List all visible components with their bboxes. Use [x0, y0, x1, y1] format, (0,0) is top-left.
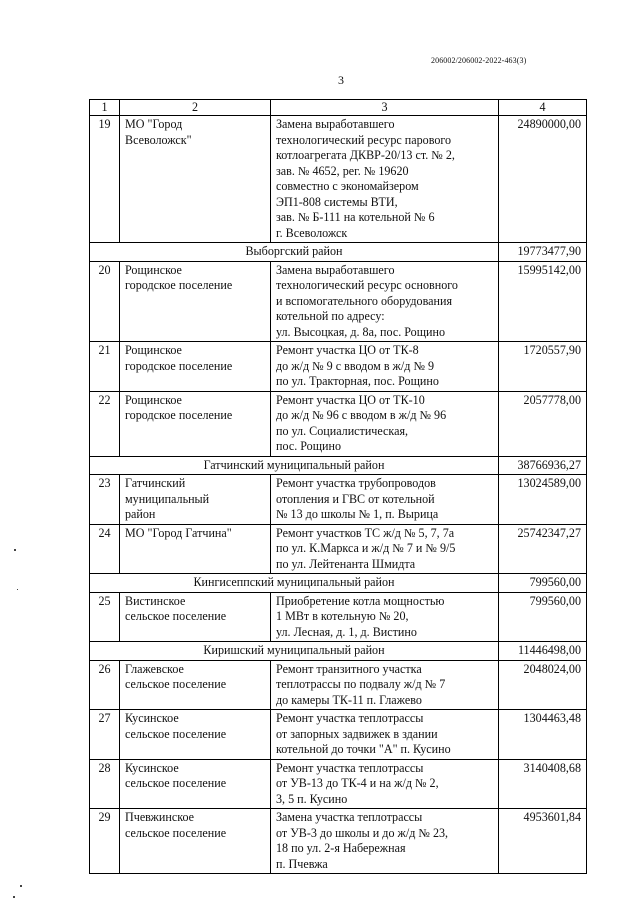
- region-subtotal-row: [90, 574, 587, 593]
- description-cell: Замена участка теплотрассы от УВ-3 до школы и до ж/д № 23, 18 по ул. 2-я Набережная п. Пчевжа: [271, 809, 499, 874]
- table-row: [90, 116, 587, 243]
- table-row: [90, 261, 587, 342]
- region-amount: 11446498,00: [499, 642, 587, 661]
- amount-cell: 2048024,00: [499, 660, 587, 710]
- description-cell: Замена выработавшего технологический ресурс парового котлоагрегата ДКВР-20/13 ст. № 2, зав. № 4652, рег. № 19620 совместно с экономайзером ЭП1-808 системы ВТИ, зав. № Б-111 на котельной № 6 г. Всеволожск: [271, 116, 499, 243]
- header-cell-1: 1: [90, 100, 120, 116]
- municipality-cell: Пчевжинское сельское поселение: [120, 809, 271, 874]
- table-row: [90, 475, 587, 525]
- row-number: 23: [90, 475, 120, 525]
- header-cell-2: 2: [120, 100, 271, 116]
- municipality-cell: Кусинское сельское поселение: [120, 710, 271, 760]
- description-cell: Приобретение котла мощностью 1 МВт в котельную № 20, ул. Лесная, д. 1, д. Вистино: [271, 592, 499, 642]
- municipality-cell: Гатчинский муниципальный район: [120, 475, 271, 525]
- municipality-cell: МО "Город Гатчина": [120, 524, 271, 574]
- municipality-cell: Рощинское городское поселение: [120, 342, 271, 392]
- table-row: [90, 809, 587, 874]
- amount-cell: 799560,00: [499, 592, 587, 642]
- row-number: 19: [90, 116, 120, 243]
- amount-cell: 25742347,27: [499, 524, 587, 574]
- region-subtotal-row: [90, 456, 587, 475]
- table-row: [90, 759, 587, 809]
- amount-cell: 15995142,00: [499, 261, 587, 342]
- region-amount: 38766936,27: [499, 456, 587, 475]
- description-cell: Замена выработавшего технологический ресурс основного и вспомогательного оборудования котельной по адресу: ул. Высоцкая, д. 8а, пос. Рощино: [271, 261, 499, 342]
- page-number: 3: [338, 73, 344, 87]
- scan-mark: [14, 549, 16, 551]
- table-row: [90, 391, 587, 456]
- row-number: 27: [90, 710, 120, 760]
- region-name: Кингисеппский муниципальный район: [90, 574, 499, 593]
- amount-cell: 24890000,00: [499, 116, 587, 243]
- row-number: 20: [90, 261, 120, 342]
- description-cell: Ремонт участка трубопроводов отопления и ГВС от котельной № 13 до школы № 1, п. Вырица: [271, 475, 499, 525]
- scan-mark: [17, 589, 18, 590]
- table-row: [90, 524, 587, 574]
- amount-cell: 13024589,00: [499, 475, 587, 525]
- municipality-cell: Рощинское городское поселение: [120, 391, 271, 456]
- amount-cell: 1304463,48: [499, 710, 587, 760]
- region-amount: 799560,00: [499, 574, 587, 593]
- municipality-cell: МО "Город Всеволожск": [120, 116, 271, 243]
- row-number: 28: [90, 759, 120, 809]
- table-row: [90, 342, 587, 392]
- scan-mark: [13, 896, 15, 898]
- row-number: 29: [90, 809, 120, 874]
- amount-cell: 4953601,84: [499, 809, 587, 874]
- table-row: [90, 592, 587, 642]
- header-cell-3: 3: [271, 100, 499, 116]
- document-id: 206002/206002-2022-463(3): [431, 56, 527, 65]
- region-subtotal-row: [90, 243, 587, 262]
- municipality-cell: Рощинское городское поселение: [120, 261, 271, 342]
- row-number: 25: [90, 592, 120, 642]
- scan-mark: [20, 885, 22, 887]
- municipality-cell: Вистинское сельское поселение: [120, 592, 271, 642]
- region-name: Выборгский район: [90, 243, 499, 262]
- table-header-row: [90, 100, 587, 116]
- description-cell: Ремонт транзитного участка теплотрассы по подвалу ж/д № 7 до камеры ТК-11 п. Глажево: [271, 660, 499, 710]
- row-number: 26: [90, 660, 120, 710]
- amount-cell: 1720557,90: [499, 342, 587, 392]
- region-name: Киришский муниципальный район: [90, 642, 499, 661]
- funding-table: [89, 99, 587, 874]
- table-row: [90, 710, 587, 760]
- region-amount: 19773477,90: [499, 243, 587, 262]
- municipality-cell: Глажевское сельское поселение: [120, 660, 271, 710]
- municipality-cell: Кусинское сельское поселение: [120, 759, 271, 809]
- amount-cell: 2057778,00: [499, 391, 587, 456]
- table-row: [90, 660, 587, 710]
- region-name: Гатчинский муниципальный район: [90, 456, 499, 475]
- row-number: 22: [90, 391, 120, 456]
- description-cell: Ремонт участка ЦО от ТК-8 до ж/д № 9 с вводом в ж/д № 9 по ул. Тракторная, пос. Рощино: [271, 342, 499, 392]
- region-subtotal-row: [90, 642, 587, 661]
- row-number: 24: [90, 524, 120, 574]
- header-cell-4: 4: [499, 100, 587, 116]
- description-cell: Ремонт участка ЦО от ТК-10 до ж/д № 96 с вводом в ж/д № 96 по ул. Социалистическая, пос. Рощино: [271, 391, 499, 456]
- amount-cell: 3140408,68: [499, 759, 587, 809]
- description-cell: Ремонт участка теплотрассы от УВ-13 до ТК-4 и на ж/д № 2, 3, 5 п. Кусино: [271, 759, 499, 809]
- description-cell: Ремонт участков ТС ж/д № 5, 7, 7а по ул. К.Маркса и ж/д № 7 и № 9/5 по ул. Лейтенанта Шмидта: [271, 524, 499, 574]
- description-cell: Ремонт участка теплотрассы от запорных задвижек в здании котельной до точки "А" п. Кусино: [271, 710, 499, 760]
- row-number: 21: [90, 342, 120, 392]
